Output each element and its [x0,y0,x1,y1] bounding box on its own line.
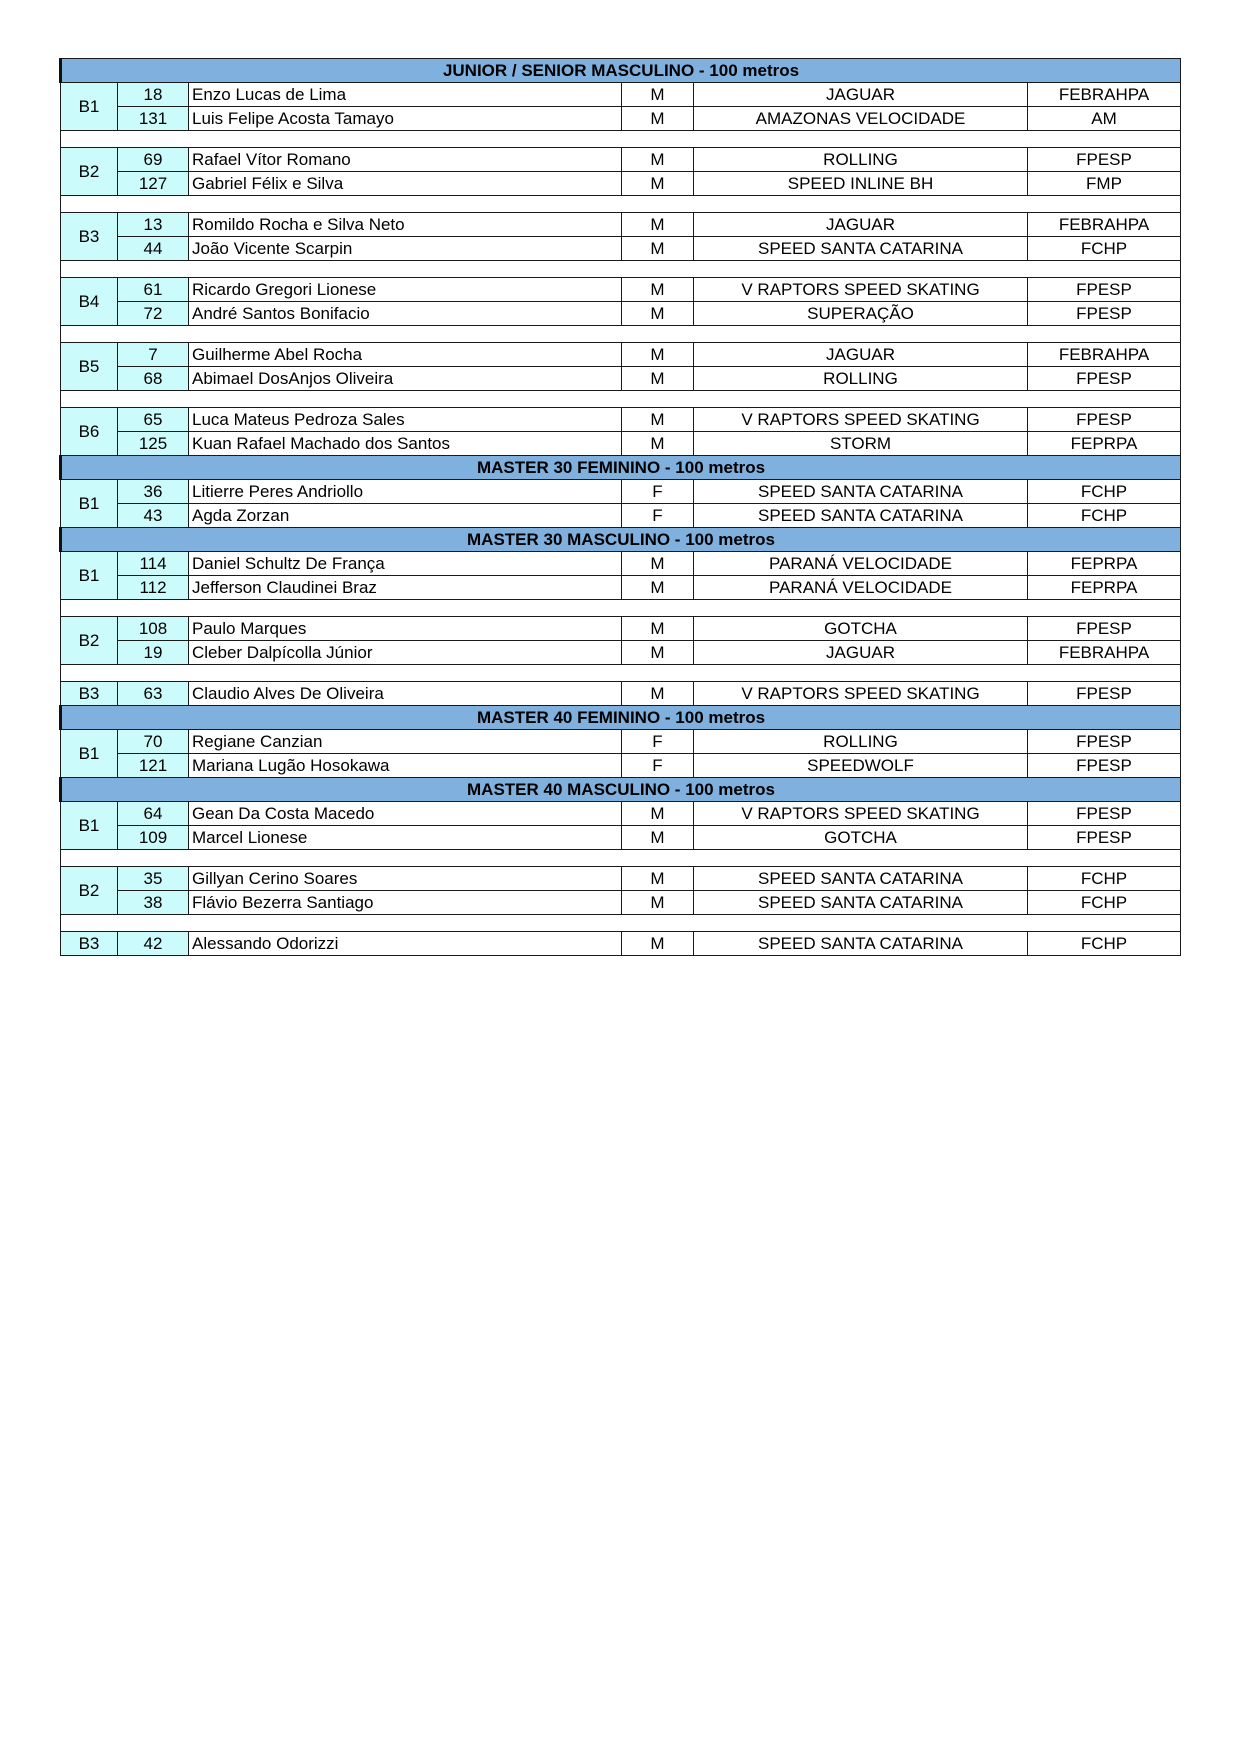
athlete-club: SPEEDWOLF [694,754,1028,778]
athlete-name: Luca Mateus Pedroza Sales [189,408,622,432]
athlete-sex: M [622,932,694,956]
athlete-sex: M [622,891,694,915]
athlete-number: 7 [118,343,189,367]
athlete-club: V RAPTORS SPEED SKATING [694,802,1028,826]
spacer-cell [61,196,1181,213]
athlete-name: Cleber Dalpícolla Júnior [189,641,622,665]
athlete-sex: M [622,237,694,261]
spacer-row [61,915,1181,932]
athlete-number: 108 [118,617,189,641]
athlete-federation: FEBRAHPA [1028,641,1181,665]
table-row [61,480,1181,504]
athlete-name: Flávio Bezerra Santiago [189,891,622,915]
section-header-row [61,456,1181,480]
athlete-name: Paulo Marques [189,617,622,641]
athlete-number: 68 [118,367,189,391]
athlete-club: GOTCHA [694,826,1028,850]
athlete-name: Gean Da Costa Macedo [189,802,622,826]
athlete-name: Ricardo Gregori Lionese [189,278,622,302]
athlete-sex: M [622,83,694,107]
heats-table [59,58,1181,956]
athlete-number: 42 [118,932,189,956]
athlete-club: SPEED SANTA CATARINA [694,237,1028,261]
athlete-club: STORM [694,432,1028,456]
athlete-number: 38 [118,891,189,915]
spacer-cell [61,600,1181,617]
athlete-club: ROLLING [694,367,1028,391]
athlete-name: André Santos Bonifacio [189,302,622,326]
athlete-number: 131 [118,107,189,131]
athlete-club: JAGUAR [694,213,1028,237]
table-row [61,237,1181,261]
athlete-federation: FEPRPA [1028,432,1181,456]
spacer-row [61,261,1181,278]
athlete-number: 121 [118,754,189,778]
athlete-name: Daniel Schultz De França [189,552,622,576]
athlete-sex: M [622,576,694,600]
section-title: MASTER 40 FEMININO - 100 metros [61,706,1181,730]
table-row [61,682,1181,706]
table-row [61,552,1181,576]
athlete-number: 43 [118,504,189,528]
athlete-number: 69 [118,148,189,172]
athlete-sex: F [622,480,694,504]
athlete-sex: M [622,552,694,576]
table-row [61,83,1181,107]
athlete-name: Jefferson Claudinei Braz [189,576,622,600]
athlete-sex: F [622,754,694,778]
athlete-sex: M [622,826,694,850]
athlete-name: Gabriel Félix e Silva [189,172,622,196]
athlete-club: GOTCHA [694,617,1028,641]
battery-label: B1 [61,552,118,600]
athlete-federation: FEPRPA [1028,552,1181,576]
battery-label: B1 [61,802,118,850]
athlete-sex: M [622,432,694,456]
spacer-row [61,196,1181,213]
spacer-cell [61,665,1181,682]
table-row [61,343,1181,367]
athlete-club: SPEED SANTA CATARINA [694,480,1028,504]
battery-label: B1 [61,730,118,778]
athlete-federation: FEBRAHPA [1028,83,1181,107]
athlete-club: SPEED INLINE BH [694,172,1028,196]
spacer-cell [61,391,1181,408]
section-header-row [61,706,1181,730]
table-row [61,302,1181,326]
athlete-club: PARANÁ VELOCIDADE [694,552,1028,576]
battery-label: B3 [61,213,118,261]
table-row [61,754,1181,778]
section-title: JUNIOR / SENIOR MASCULINO - 100 metros [61,59,1181,83]
athlete-name: Alessando Odorizzi [189,932,622,956]
athlete-number: 114 [118,552,189,576]
battery-label: B1 [61,480,118,528]
athlete-name: Kuan Rafael Machado dos Santos [189,432,622,456]
battery-label: B2 [61,617,118,665]
section-title: MASTER 30 MASCULINO - 100 metros [61,528,1181,552]
athlete-federation: FCHP [1028,891,1181,915]
athlete-club: V RAPTORS SPEED SKATING [694,682,1028,706]
section-header-row [61,59,1181,83]
athlete-number: 72 [118,302,189,326]
table-row [61,730,1181,754]
athlete-number: 61 [118,278,189,302]
athlete-name: Romildo Rocha e Silva Neto [189,213,622,237]
athlete-federation: FEBRAHPA [1028,343,1181,367]
section-title: MASTER 40 MASCULINO - 100 metros [61,778,1181,802]
athlete-federation: FCHP [1028,867,1181,891]
athlete-club: AMAZONAS VELOCIDADE [694,107,1028,131]
athlete-number: 36 [118,480,189,504]
athlete-club: SPEED SANTA CATARINA [694,504,1028,528]
athlete-club: JAGUAR [694,343,1028,367]
athlete-name: Regiane Canzian [189,730,622,754]
athlete-number: 19 [118,641,189,665]
athlete-number: 13 [118,213,189,237]
spacer-row [61,600,1181,617]
athlete-number: 112 [118,576,189,600]
table-row [61,107,1181,131]
athlete-name: Rafael Vítor Romano [189,148,622,172]
athlete-sex: M [622,213,694,237]
athlete-number: 18 [118,83,189,107]
spacer-cell [61,915,1181,932]
spacer-cell [61,850,1181,867]
table-row [61,932,1181,956]
battery-label: B4 [61,278,118,326]
athlete-club: ROLLING [694,148,1028,172]
spacer-cell [61,261,1181,278]
athlete-number: 125 [118,432,189,456]
athlete-club: SPEED SANTA CATARINA [694,867,1028,891]
table-row [61,213,1181,237]
athlete-sex: M [622,302,694,326]
battery-label: B2 [61,148,118,196]
table-row [61,408,1181,432]
athlete-name: Mariana Lugão Hosokawa [189,754,622,778]
athlete-sex: M [622,367,694,391]
table-row [61,576,1181,600]
athlete-federation: FPESP [1028,802,1181,826]
athlete-sex: M [622,408,694,432]
spacer-row [61,326,1181,343]
athlete-club: PARANÁ VELOCIDADE [694,576,1028,600]
battery-label: B3 [61,682,118,706]
athlete-number: 64 [118,802,189,826]
athlete-sex: M [622,343,694,367]
athlete-sex: M [622,172,694,196]
table-row [61,826,1181,850]
table-row [61,867,1181,891]
heats-table-body [61,59,1181,956]
athlete-federation: FPESP [1028,617,1181,641]
athlete-name: Agda Zorzan [189,504,622,528]
athlete-federation: FPESP [1028,278,1181,302]
table-row [61,367,1181,391]
spacer-row [61,850,1181,867]
athlete-number: 65 [118,408,189,432]
athlete-federation: FPESP [1028,754,1181,778]
spacer-row [61,131,1181,148]
table-row [61,432,1181,456]
spacer-row [61,665,1181,682]
table-row [61,891,1181,915]
table-row [61,617,1181,641]
table-row [61,172,1181,196]
athlete-name: Litierre Peres Andriollo [189,480,622,504]
section-header-row [61,528,1181,552]
athlete-name: Abimael DosAnjos Oliveira [189,367,622,391]
battery-label: B3 [61,932,118,956]
athlete-name: Gillyan Cerino Soares [189,867,622,891]
table-row [61,802,1181,826]
athlete-number: 109 [118,826,189,850]
athlete-sex: F [622,730,694,754]
athlete-club: SUPERAÇÃO [694,302,1028,326]
athlete-sex: M [622,682,694,706]
athlete-number: 44 [118,237,189,261]
athlete-sex: M [622,641,694,665]
athlete-federation: FPESP [1028,408,1181,432]
athlete-federation: FCHP [1028,480,1181,504]
battery-label: B1 [61,83,118,131]
athlete-sex: M [622,278,694,302]
battery-label: B2 [61,867,118,915]
athlete-federation: FEBRAHPA [1028,213,1181,237]
spacer-row [61,391,1181,408]
athlete-federation: FPESP [1028,730,1181,754]
athlete-federation: FPESP [1028,826,1181,850]
athlete-club: JAGUAR [694,641,1028,665]
battery-label: B6 [61,408,118,456]
athlete-club: V RAPTORS SPEED SKATING [694,408,1028,432]
athlete-sex: F [622,504,694,528]
section-header-row [61,778,1181,802]
athlete-federation: AM [1028,107,1181,131]
athlete-federation: FPESP [1028,682,1181,706]
athlete-federation: FPESP [1028,367,1181,391]
athlete-name: Luis Felipe Acosta Tamayo [189,107,622,131]
athlete-federation: FMP [1028,172,1181,196]
athlete-sex: M [622,802,694,826]
athlete-name: Claudio Alves De Oliveira [189,682,622,706]
athlete-federation: FCHP [1028,237,1181,261]
table-row [61,148,1181,172]
athlete-club: V RAPTORS SPEED SKATING [694,278,1028,302]
athlete-sex: M [622,617,694,641]
heat-sheet [59,58,1179,956]
athlete-club: JAGUAR [694,83,1028,107]
athlete-name: Marcel Lionese [189,826,622,850]
table-row [61,504,1181,528]
athlete-name: João Vicente Scarpin [189,237,622,261]
athlete-number: 35 [118,867,189,891]
athlete-sex: M [622,148,694,172]
table-row [61,278,1181,302]
athlete-sex: M [622,107,694,131]
section-title: MASTER 30 FEMININO - 100 metros [61,456,1181,480]
athlete-number: 63 [118,682,189,706]
battery-label: B5 [61,343,118,391]
athlete-federation: FCHP [1028,504,1181,528]
athlete-club: ROLLING [694,730,1028,754]
athlete-sex: M [622,867,694,891]
athlete-name: Guilherme Abel Rocha [189,343,622,367]
athlete-federation: FEPRPA [1028,576,1181,600]
spacer-cell [61,131,1181,148]
athlete-number: 127 [118,172,189,196]
table-row [61,641,1181,665]
athlete-club: SPEED SANTA CATARINA [694,891,1028,915]
athlete-federation: FCHP [1028,932,1181,956]
athlete-federation: FPESP [1028,302,1181,326]
athlete-number: 70 [118,730,189,754]
spacer-cell [61,326,1181,343]
athlete-federation: FPESP [1028,148,1181,172]
athlete-name: Enzo Lucas de Lima [189,83,622,107]
athlete-club: SPEED SANTA CATARINA [694,932,1028,956]
